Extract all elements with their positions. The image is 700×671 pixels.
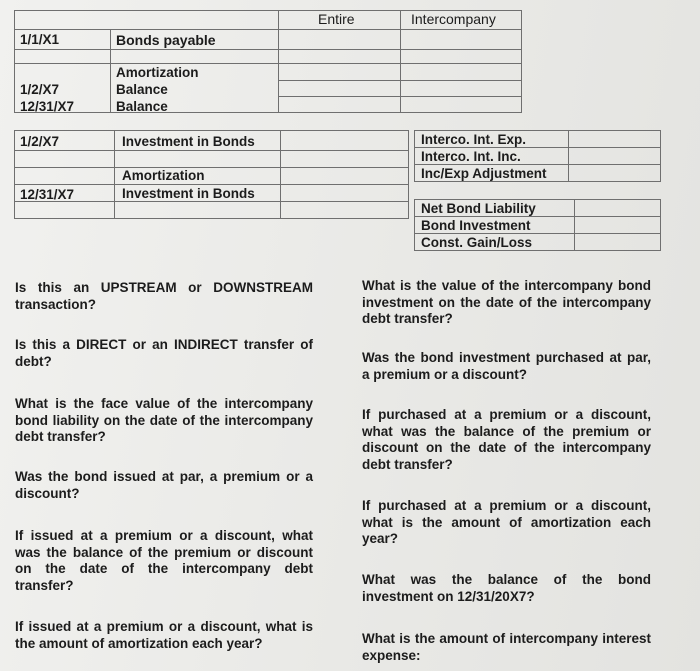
question-investment-purchased: Was the bond investment purchased at par, a premium or a discount? [362, 350, 651, 382]
question-bond-issued: Was the bond issued at par, a premium or a discount? [15, 469, 313, 501]
column-header-intercompany: Intercompany [411, 11, 496, 27]
amortization-label: Amortization [122, 168, 205, 183]
bonds-date-transfer: 1/2/X7 [20, 82, 60, 97]
investment-in-bonds-label: Investment in Bonds [122, 186, 255, 201]
table-divider [280, 130, 281, 219]
balance-label: Balance [116, 82, 168, 97]
table-divider [14, 167, 409, 168]
bond-investment-label: Bond Investment [421, 218, 531, 233]
table-divider [14, 63, 522, 64]
question-issue-premium-balance: If issued at a premium or a discount, what was the balance of the premium or discount on the date of the intercompany debt transfer? [15, 528, 313, 593]
question-issue-amortization: If issued at a premium or a discount, what is the amount of amortization each year? [15, 619, 313, 651]
net-bond-liability-label: Net Bond Liability [421, 201, 536, 216]
question-purchase-amortization: If purchased at a premium or a discount, what is the amount of amortization each year? [362, 498, 651, 546]
question-direct-indirect: Is this a DIRECT or an INDIRECT transfer of debt? [15, 337, 313, 369]
interco-int-exp-label: Interco. Int. Exp. [421, 132, 527, 147]
amortization-label: Amortization [116, 65, 199, 80]
table-divider [14, 184, 409, 185]
inc-exp-adjustment-label: Inc/Exp Adjustment [421, 166, 547, 181]
investment-date-yearend: 12/31/X7 [20, 187, 75, 202]
investment-in-bonds-label: Investment in Bonds [122, 134, 255, 149]
table-divider [574, 199, 575, 251]
question-purchase-premium-balance: If purchased at a premium or a discount, what was the balance of the premium or discount on the date of the intercompany debt transfer? [362, 407, 651, 472]
table-divider [14, 49, 522, 50]
table-divider [400, 10, 401, 113]
table-divider [110, 29, 111, 113]
question-investment-balance: What was the balance of the bond investment on 12/31/20X7? [362, 572, 651, 604]
bonds-payable-label: Bonds payable [116, 32, 216, 48]
interco-int-inc-label: Interco. Int. Inc. [421, 149, 521, 164]
question-face-value: What is the face value of the intercompany bond liability on the date of the intercompany debt transfer? [15, 396, 313, 444]
bonds-date-yearend: 12/31/X7 [20, 99, 75, 114]
table-divider [114, 130, 115, 219]
investment-date-transfer: 1/2/X7 [20, 134, 60, 149]
const-gain-loss-label: Const. Gain/Loss [421, 235, 533, 250]
column-header-entire: Entire [318, 11, 355, 27]
bonds-date-issue: 1/1/X1 [20, 32, 60, 47]
table-divider [568, 130, 569, 182]
balance-label: Balance [116, 99, 168, 114]
question-upstream-downstream: Is this an UPSTREAM or DOWNSTREAM transaction? [15, 280, 313, 312]
table-divider [14, 29, 522, 30]
table-divider [14, 150, 409, 151]
question-investment-value: What is the value of the intercompany bond investment on the date of the intercompany debt transfer? [362, 278, 651, 326]
table-divider [278, 10, 279, 113]
question-interest-expense: What is the amount of intercompany interest expense: [362, 631, 651, 663]
bonds-table-frame [14, 10, 522, 113]
